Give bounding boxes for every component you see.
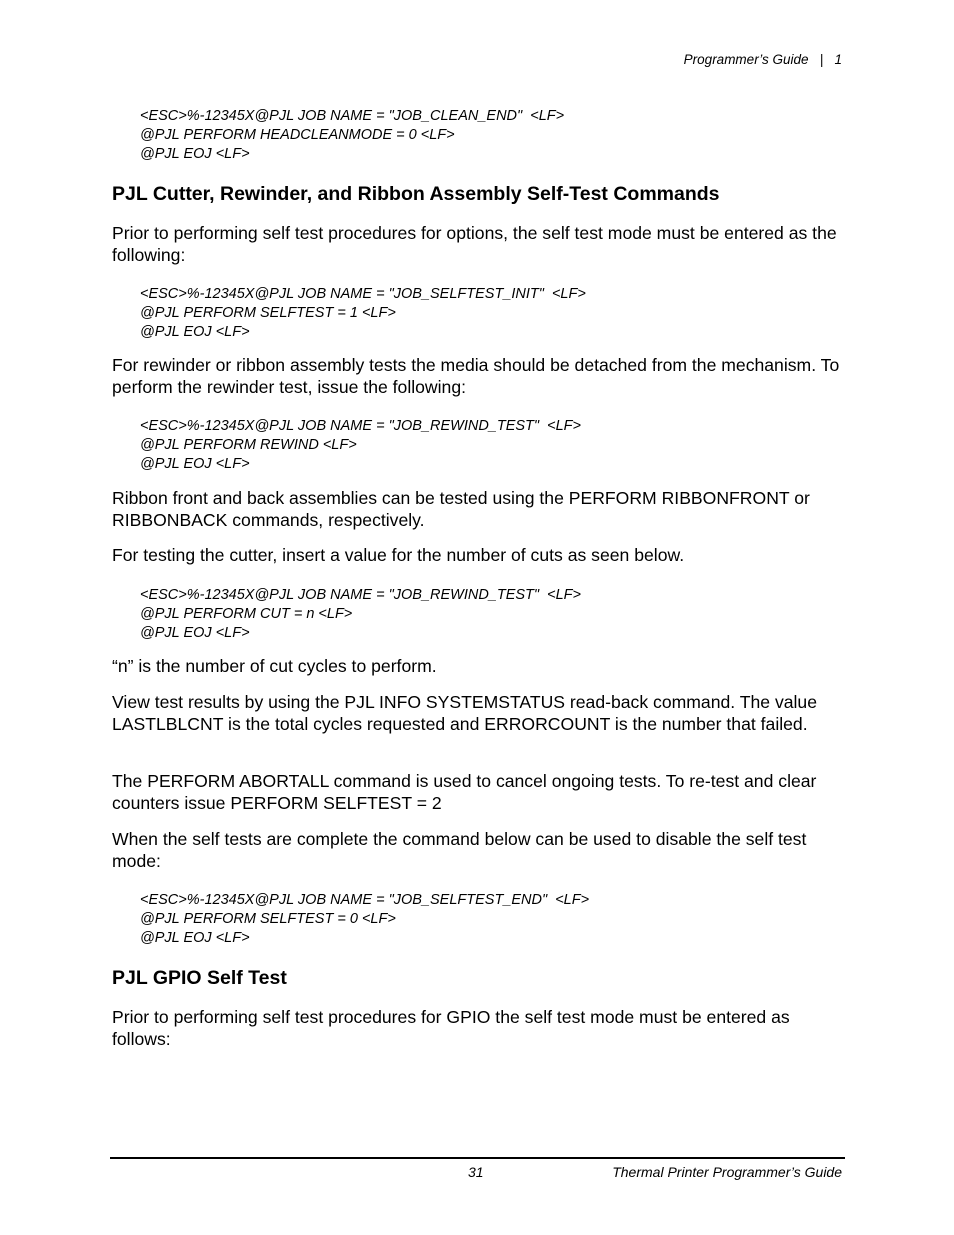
code-line: <ESC>%-12345X@PJL JOB NAME = "JOB_SELFTEST_INIT" <LF> — [140, 286, 586, 302]
footer-doc-title: Thermal Printer Programmer’s Guide — [612, 1164, 842, 1180]
code-line: <ESC>%-12345X@PJL JOB NAME = "JOB_SELFTEST_END" <LF> — [140, 892, 590, 908]
code-block-selftest-init — [140, 285, 840, 342]
paragraph: The PERFORM ABORTALL command is used to cancel ongoing tests. To re-test and clear counters issue PERFORM SELFTEST = 2 — [112, 771, 817, 813]
page-number: 31 — [468, 1164, 484, 1180]
code-line: @PJL EOJ <LF> — [140, 930, 250, 946]
code-line: @PJL EOJ <LF> — [140, 146, 250, 162]
code-block-selftest-end — [140, 891, 840, 948]
paragraph: For testing the cutter, insert a value for the number of cuts as seen below. — [112, 545, 685, 565]
code-line: @PJL PERFORM SELFTEST = 1 <LF> — [140, 305, 396, 321]
code-line: @PJL PERFORM HEADCLEANMODE = 0 <LF> — [140, 127, 455, 143]
code-block-rewind-test — [140, 417, 840, 474]
paragraph: Prior to performing self test procedures for GPIO the self test mode must be entered as follows: — [112, 1007, 790, 1049]
code-line: <ESC>%-12345X@PJL JOB NAME = "JOB_REWIND_TEST" <LF> — [140, 587, 581, 603]
paragraph: For rewinder or ribbon assembly tests the media should be detached from the mechanism. To perform the rewinder test, issue the following: — [112, 355, 840, 397]
paragraph: “n” is the number of cut cycles to perform. — [112, 656, 437, 676]
code-block-cut-test — [140, 586, 840, 643]
code-line: @PJL PERFORM SELFTEST = 0 <LF> — [140, 911, 396, 927]
section-heading-cutter-rewinder-ribbon: PJL Cutter, Rewinder, and Ribbon Assembly Self-Test Commands — [112, 183, 720, 205]
code-line: @PJL PERFORM REWIND <LF> — [140, 437, 357, 453]
code-block-clean-end — [140, 107, 840, 164]
code-line: @PJL EOJ <LF> — [140, 456, 250, 472]
section-heading-gpio-self-test: PJL GPIO Self Test — [112, 967, 287, 989]
code-line: <ESC>%-12345X@PJL JOB NAME = "JOB_CLEAN_END" <LF> — [140, 108, 565, 124]
code-line: @PJL PERFORM CUT = n <LF> — [140, 606, 353, 622]
code-line: @PJL EOJ <LF> — [140, 324, 250, 340]
paragraph: Ribbon front and back assemblies can be tested using the PERFORM RIBBONFRONT or RIBBONBACK commands, respectively. — [112, 488, 810, 530]
code-line: @PJL EOJ <LF> — [140, 625, 250, 641]
paragraph: Prior to performing self test procedures for options, the self test mode must be entered as the following: — [112, 223, 837, 265]
footer-rule — [110, 1157, 845, 1159]
code-line: <ESC>%-12345X@PJL JOB NAME = "JOB_REWIND_TEST" <LF> — [140, 418, 581, 434]
paragraph: View test results by using the PJL INFO SYSTEMSTATUS read-back command. The value LASTLBLCNT is the total cycles requested and ERRORCOUNT is the number that failed. — [112, 692, 818, 734]
running-header: Programmer’s Guide | 1 — [683, 52, 842, 67]
paragraph: When the self tests are complete the command below can be used to disable the self test mode: — [112, 829, 807, 871]
